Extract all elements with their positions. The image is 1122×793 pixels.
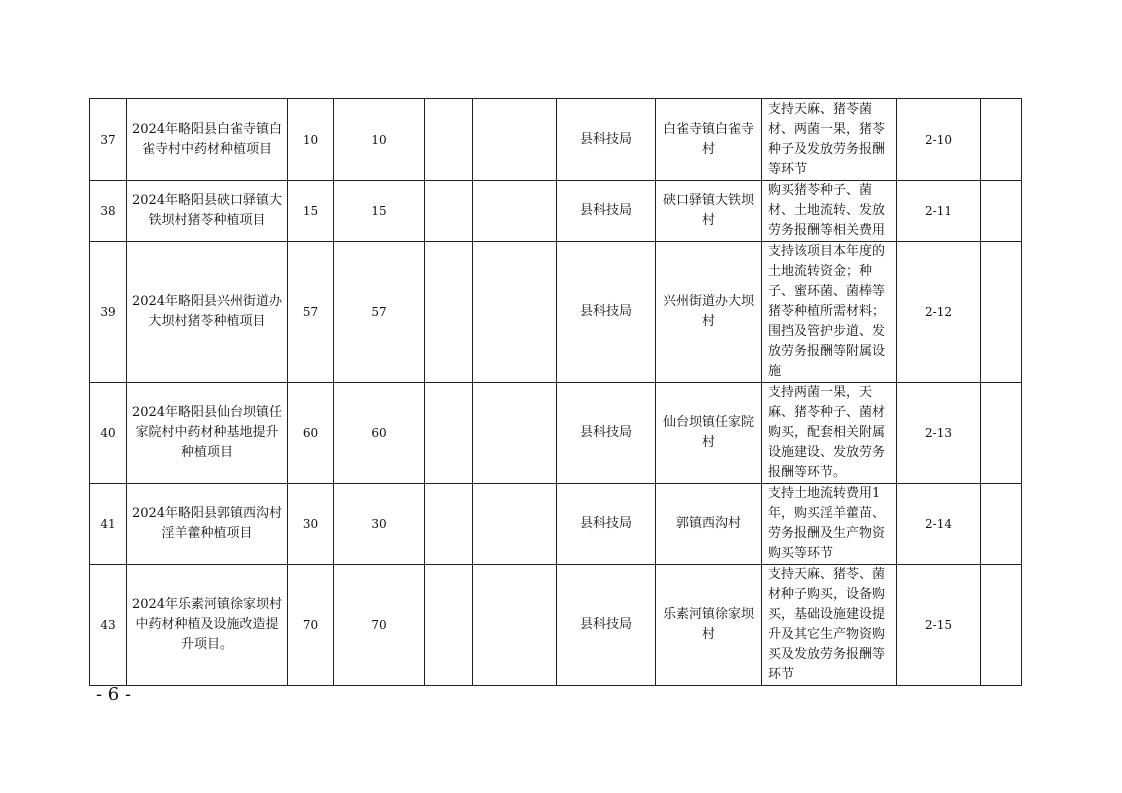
blank-cell: [473, 565, 557, 686]
table-row: [90, 99, 1022, 181]
blank-cell: [425, 383, 473, 484]
project-name: 2024年略阳县兴州街道办大坝村猪苓种植项目: [127, 242, 288, 383]
page-number: - 6 -: [96, 684, 132, 705]
note-cell: [981, 484, 1022, 565]
amount-fund: 70: [334, 565, 425, 686]
blank-cell: [473, 484, 557, 565]
blank-cell: [473, 383, 557, 484]
amount-total: 30: [288, 484, 334, 565]
note-cell: [981, 181, 1022, 242]
department: 县科技局: [557, 242, 656, 383]
construction-content: 支持土地流转费用1年，购买淫羊藿苗、劳务报酬及生产物资购买等环节: [762, 484, 897, 565]
construction-content: 购买猪苓种子、菌材、土地流转、发放劳务报酬等相关费用: [762, 181, 897, 242]
project-name: 2024年略阳县仙台坝镇任家院村中药材种基地提升种植项目: [127, 383, 288, 484]
note-cell: [981, 383, 1022, 484]
project-name: 2024年略阳县郭镇西沟村淫羊藿种植项目: [127, 484, 288, 565]
department: 县科技局: [557, 99, 656, 181]
amount-fund: 10: [334, 99, 425, 181]
row-number: 39: [90, 242, 127, 383]
construction-content: 支持该项目本年度的土地流转资金；种子、蜜环菌、菌棒等猪苓种植所需材料；围挡及管护步道、发放劳务报酬等附属设施: [762, 242, 897, 383]
item-code: 2-14: [897, 484, 981, 565]
blank-cell: [425, 181, 473, 242]
construction-content: 支持天麻、猪苓菌材、两菌一果，猪苓种子及发放劳务报酬等环节: [762, 99, 897, 181]
row-number: 40: [90, 383, 127, 484]
amount-fund: 60: [334, 383, 425, 484]
note-cell: [981, 99, 1022, 181]
amount-total: 10: [288, 99, 334, 181]
department: 县科技局: [557, 565, 656, 686]
row-number: 41: [90, 484, 127, 565]
row-number: 43: [90, 565, 127, 686]
blank-cell: [425, 99, 473, 181]
blank-cell: [473, 181, 557, 242]
department: 县科技局: [557, 484, 656, 565]
amount-fund: 30: [334, 484, 425, 565]
department: 县科技局: [557, 181, 656, 242]
item-code: 2-10: [897, 99, 981, 181]
project-name: 2024年略阳县硖口驿镇大铁坝村猪苓种植项目: [127, 181, 288, 242]
location: 兴州街道办大坝村: [656, 242, 762, 383]
item-code: 2-11: [897, 181, 981, 242]
amount-total: 60: [288, 383, 334, 484]
amount-total: 15: [288, 181, 334, 242]
project-name: 2024年略阳县白雀寺镇白雀寺村中药材种植项目: [127, 99, 288, 181]
row-number: 38: [90, 181, 127, 242]
construction-content: 支持两菌一果，天麻、猪苓种子、菌材购买，配套相关附属设施建设、发放劳务报酬等环节。: [762, 383, 897, 484]
table-row: [90, 565, 1022, 686]
amount-total: 70: [288, 565, 334, 686]
table-row: [90, 484, 1022, 565]
location: 硖口驿镇大铁坝村: [656, 181, 762, 242]
table-row: [90, 383, 1022, 484]
location: 乐素河镇徐家坝村: [656, 565, 762, 686]
location: 白雀寺镇白雀寺村: [656, 99, 762, 181]
item-code: 2-13: [897, 383, 981, 484]
note-cell: [981, 565, 1022, 686]
location: 郭镇西沟村: [656, 484, 762, 565]
location: 仙台坝镇任家院村: [656, 383, 762, 484]
blank-cell: [425, 565, 473, 686]
item-code: 2-15: [897, 565, 981, 686]
item-code: 2-12: [897, 242, 981, 383]
amount-fund: 57: [334, 242, 425, 383]
construction-content: 支持天麻、猪苓、菌材种子购买，设备购买，基础设施建设提升及其它生产物资购买及发放劳务报酬等环节: [762, 565, 897, 686]
amount-fund: 15: [334, 181, 425, 242]
table-row: [90, 242, 1022, 383]
note-cell: [981, 242, 1022, 383]
blank-cell: [425, 484, 473, 565]
row-number: 37: [90, 99, 127, 181]
amount-total: 57: [288, 242, 334, 383]
table-row: [90, 181, 1022, 242]
blank-cell: [425, 242, 473, 383]
department: 县科技局: [557, 383, 656, 484]
blank-cell: [473, 99, 557, 181]
project-name: 2024年乐素河镇徐家坝村中药材种植及设施改造提升项目。: [127, 565, 288, 686]
blank-cell: [473, 242, 557, 383]
project-table: [89, 98, 1022, 686]
